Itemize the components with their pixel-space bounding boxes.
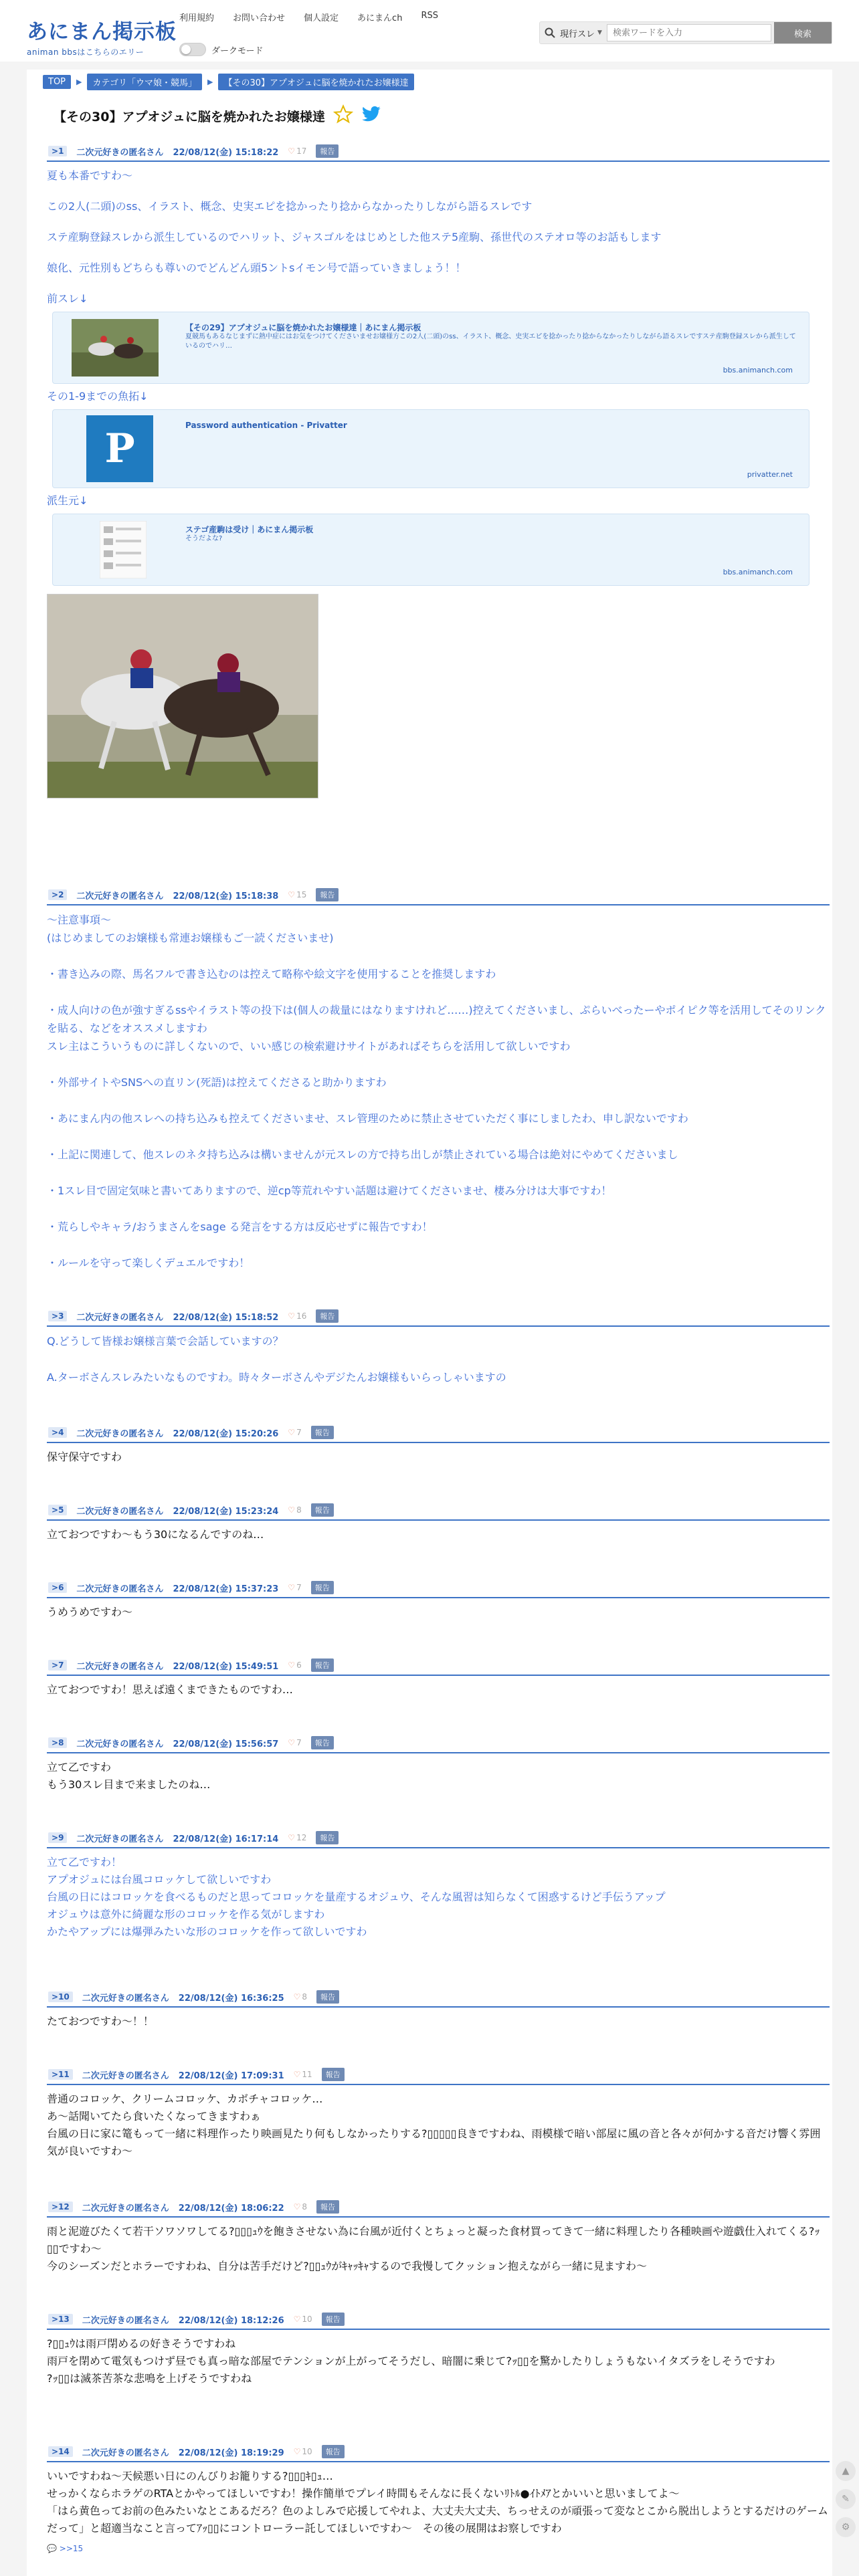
post-line: 「はら黄色ってお前の色みたいなとこあるだろ？色のよしみで応援してやれよ、大丈夫大丈夫、ちっせえのが頑張って変なとこから脱出しようとするだけのゲームだって」と超適当なこと言ってｱｯ▯▯にコントローラー託してほしいですわ〜 その後の展開はお察しですわ: [47, 2504, 829, 2535]
poster-name: 二次元好きの匿名さん: [76, 147, 164, 158]
post-line: ・書き込みの際、馬名フルで書き込むのは控えて略称や絵文字を使用することを推奨しますわ: [47, 968, 496, 980]
post-line: ・あにまん内の他スレへの持ち込みも控えてくださいませ、スレ管理のために禁止させていただく事にしましたわ、申し訳ないですわ: [47, 1112, 688, 1125]
post-body: [47, 2085, 830, 2160]
logo-subtitle: animan bbsはこちらのエリー: [27, 47, 145, 57]
post-line: [47, 1128, 830, 1146]
like-count: 8: [302, 1992, 308, 2002]
post-number-value: 2: [58, 890, 64, 899]
post-number-value: 6: [58, 1583, 64, 1592]
like-button[interactable]: ♡ 6: [288, 1660, 302, 1670]
link-card-title: 【その29】アプオジュに脳を焼かれたお嬢様達｜あにまん掲示板: [185, 323, 421, 332]
post-date: 22/08/12(金) 15:56:57: [173, 1739, 279, 1749]
like-count: 10: [302, 2447, 312, 2456]
post-number-value: 10: [58, 1992, 70, 2002]
post-number[interactable]: >1: [48, 146, 67, 156]
like-count: 6: [296, 1660, 302, 1670]
post-number-value: 14: [58, 2447, 70, 2456]
post-line: ・成人向けの色が強すぎるssやイラスト等の投下は(個人の裁量にはなりますけれど……)控えてくださいまし、ぷらいべったーやポイピク等を活用してそのリンクを貼る、などをオススメしますわ: [47, 1004, 826, 1035]
post-line: いいですわね〜天候悪い日にのんびりお籠りする?▯▯▯ｷ▯ｭ…: [47, 2470, 333, 2482]
post-5: [47, 1502, 830, 1543]
post-number[interactable]: >7: [48, 1660, 67, 1671]
poster-name: 二次元好きの匿名さん: [76, 1506, 164, 1517]
breadcrumb-top[interactable]: TOP: [43, 75, 71, 89]
top-nav: [179, 11, 438, 23]
nav-animanch[interactable]: あにまんch: [357, 13, 403, 23]
link-card[interactable]: [52, 514, 809, 586]
like-count: 8: [302, 2202, 308, 2212]
post-number[interactable]: >11: [48, 2069, 73, 2080]
post-body: [47, 905, 830, 1272]
reply-link-text: >>15: [59, 2544, 84, 2553]
like-button[interactable]: ♡ 8: [293, 1992, 308, 2002]
post-line: 立ておつですわ！思えば遠くまできたものですわ…: [47, 1683, 293, 1696]
post-line: [47, 1164, 830, 1182]
post-line: せっかくならホラゲのRTAとかやってほしいですわ！操作簡単でプレイ時間もそんなに長くないﾘﾄﾙ●ｲﾄﾒｱとかいいと思いましてよ〜: [47, 2487, 680, 2500]
post-line: 台風の日に家に篭もって一緒に料理作ったり映画見たり何もしなかったりする?▯▯▯▯▯良きですわね、雨模様で暗い部屋に風の音と各々が何かする音だけ響く雰囲気が良いですわ〜: [47, 2127, 821, 2157]
post-line: たておつですわ〜！！: [47, 2015, 154, 2028]
post-line: 夏も本番ですわ〜: [47, 169, 133, 182]
post-8: [47, 1735, 830, 1794]
report-button[interactable]: 報告: [311, 1426, 334, 1439]
reply-link[interactable]: [47, 2544, 830, 2553]
like-count: 7: [296, 1738, 302, 1747]
like-count: 11: [302, 2070, 312, 2079]
logo-title[interactable]: あにまん掲示板: [27, 20, 177, 44]
post-line: 立ておつですわ〜もう30になるんですのね…: [47, 1528, 264, 1541]
link-card[interactable]: [52, 312, 809, 384]
poster-name: 二次元好きの匿名さん: [76, 1428, 164, 1439]
post-line: 〜注意事項〜: [47, 914, 112, 926]
post-number-value: 7: [58, 1660, 64, 1670]
post-line: A.ターボさんスレみたいなものですわ。時々ターボさんやデジたんお嬢様もいらっしゃいますの: [47, 1371, 506, 1384]
post-number[interactable]: >10: [48, 1992, 73, 2002]
post-line: 立て乙ですわ: [47, 1761, 112, 1774]
like-button[interactable]: ♡ 17: [288, 146, 307, 156]
post-line: 前スレ↓: [47, 292, 88, 305]
like-button[interactable]: ♡ 11: [293, 2070, 312, 2079]
post-header: [47, 2444, 830, 2462]
search-bar: [539, 21, 832, 44]
post-number[interactable]: >4: [48, 1427, 67, 1438]
post-line: [47, 1200, 830, 1218]
post-header: [47, 1502, 830, 1521]
search-input[interactable]: [607, 24, 771, 41]
chevron-down-icon: ▼: [597, 29, 602, 36]
post-line: ・1スレ目で固定気味と書いてありますので、逆cp等荒れやすい話題は避けてくださいませ、棲み分けは大事ですわ！: [47, 1184, 612, 1197]
post-13: [47, 2311, 830, 2387]
post-line: Q.どうして皆様お嬢様言葉で会話していますの？: [47, 1335, 284, 1348]
post-line: あ〜話聞いてたら食いたくなってきますわぁ: [47, 2110, 261, 2123]
post-body: [47, 162, 830, 798]
link-card-host: bbs.animanch.com: [723, 568, 793, 576]
post-body: [47, 1676, 830, 1699]
post-header: [47, 1580, 830, 1598]
page-title: [54, 104, 381, 128]
post-header: [47, 2199, 830, 2218]
search-type-label: 現行スレ: [560, 29, 595, 39]
post-body: [47, 2462, 830, 2537]
search-icon: [540, 27, 560, 38]
post-header: [47, 1989, 830, 2008]
dark-mode-toggle[interactable]: [179, 43, 206, 56]
post-header: [47, 1424, 830, 1443]
post-line: ?▯▯ｭｳは雨戸閉めるの好きそうですわね: [47, 2337, 236, 2350]
report-button[interactable]: 報告: [316, 888, 339, 901]
poster-name: 二次元好きの匿名さん: [82, 2070, 169, 2081]
like-count: 12: [296, 1833, 307, 1842]
post-2: [47, 887, 830, 1272]
post-line: スレ主はこういうものに詳しくないので、いい感じの検索避けサイトがあればそちらを活用して欲しいですわ: [47, 1040, 571, 1053]
poster-name: 二次元好きの匿名さん: [82, 2448, 169, 2458]
like-button[interactable]: ♡ 8: [288, 1505, 302, 1515]
link-card-description: 夏競馬もあるなじまずに熱中症にはお気をつけてくださいませお嬢様方この2人(二頭)のss、イラスト、概念、史実エピを捻かったり捻からなかったりしながら語るスレですステ産駒登録スレから派生しているのでハリ…: [185, 333, 796, 350]
post-date: 22/08/12(金) 18:06:22: [178, 2203, 284, 2214]
post-number[interactable]: >5: [48, 1505, 67, 1515]
link-card[interactable]: [52, 409, 809, 488]
poster-name: 二次元好きの匿名さん: [76, 1584, 164, 1594]
breadcrumb-category[interactable]: カテゴリ「ウマ娘・競馬」: [87, 74, 201, 90]
thread-screenshot-thumbnail: [100, 521, 147, 578]
star-icon[interactable]: [333, 104, 353, 128]
post-line: [47, 983, 830, 1001]
post-date: 22/08/12(金) 16:17:14: [173, 1834, 279, 1844]
post-number-value: 9: [58, 1833, 64, 1842]
search-type-select[interactable]: [560, 27, 607, 39]
post-header: [47, 1308, 830, 1327]
post-14: [47, 2444, 830, 2553]
post-line: ステ産駒登録スレから派生しているのでハリット、ジャスゴルをはじめとした他ステ5産駒、孫世代のステオロ等のお話もします: [47, 231, 662, 243]
poster-name: 二次元好きの匿名さん: [76, 1739, 164, 1749]
poster-name: 二次元好きの匿名さん: [76, 1312, 164, 1323]
post-date: 22/08/12(金) 15:18:52: [173, 1312, 279, 1323]
pencil-icon[interactable]: ✎: [836, 2489, 856, 2509]
post-4: [47, 1424, 830, 1466]
post-number-value: 4: [58, 1428, 64, 1437]
post-line: もう30スレ目まで来ましたのね…: [47, 1778, 211, 1791]
report-button[interactable]: 報告: [311, 1658, 334, 1672]
post-line: この2人(二頭)のss、イラスト、概念、史実エピを捻かったり捻からなかったりしながら語るスレです: [47, 200, 533, 213]
like-count: 16: [296, 1311, 307, 1321]
horse-race-thumbnail: [72, 319, 159, 377]
post-number[interactable]: >14: [48, 2446, 73, 2457]
post-number[interactable]: >9: [48, 1832, 67, 1843]
floating-tools: [832, 2461, 859, 2537]
post-number-value: 5: [58, 1505, 64, 1515]
report-button[interactable]: 報告: [311, 1581, 334, 1594]
link-card-title: ステゴ産駒は受け｜あにまん掲示板: [185, 525, 314, 534]
search-button[interactable]: 検索: [774, 22, 832, 43]
post-number[interactable]: >13: [48, 2314, 73, 2325]
post-line: 雨戸を閉めて電気もつけず昼でも真っ暗な部屋でテンションが上がってそうだし、暗闇に乗じて?ｯ▯▯を驚かしたりしょうもないイタズラをしそうですわ: [47, 2355, 775, 2367]
post-number-value: 11: [58, 2070, 70, 2079]
svg-text:P: P: [104, 425, 135, 472]
breadcrumb: [43, 74, 414, 90]
post-header: [47, 143, 830, 162]
poster-name: 二次元好きの匿名さん: [76, 1661, 164, 1672]
post-line: 保守保守ですわ: [47, 1451, 122, 1463]
post-line: 娘化、元性別もどちらも尊いのでどんどん頭5ントsイモン号で語っていきましょう！！: [47, 261, 466, 274]
post-number[interactable]: >3: [48, 1311, 67, 1321]
link-card-description: そうだよな?: [185, 535, 223, 542]
post-line: 派生元↓: [47, 494, 88, 507]
dark-mode-label: ダークモード: [211, 45, 264, 56]
privatter-logo: [86, 415, 153, 482]
post-header: [47, 887, 830, 905]
report-button[interactable]: 報告: [316, 2200, 339, 2214]
post-date: 22/08/12(金) 15:37:23: [173, 1584, 279, 1594]
post-body: [47, 2008, 830, 2030]
post-3: [47, 1308, 830, 1386]
post-line: 雨と泥遊びたくて若干ソワソワしてる?▯▯▯ｭｳを飽きさせない為に台風が近付くとちょっと凝った食材買ってきて一緒に料理したり各種映画や遊戯仕入れてくる?ｯ▯▯ですわ〜: [47, 2225, 820, 2255]
post-date: 22/08/12(金) 16:36:25: [178, 1993, 284, 2004]
poster-name: 二次元好きの匿名さん: [82, 2315, 169, 2326]
report-button[interactable]: 報告: [316, 144, 339, 158]
post-line: オジュウは意外に綺麗な形のコロッケを作る気がしますわ: [47, 1908, 325, 1921]
post-header: [47, 1735, 830, 1753]
like-count: 10: [302, 2315, 312, 2324]
post-line: アプオジュには台風コロッケして欲しいですわ: [47, 1873, 272, 1886]
breadcrumb-thread[interactable]: 【その30】アプオジュに脳を焼かれたお嬢様達: [218, 74, 413, 90]
post-line: [47, 1091, 830, 1109]
link-card-host: privatter.net: [747, 470, 793, 479]
post-6: [47, 1580, 830, 1621]
post-number-value: 13: [58, 2315, 70, 2324]
post-number[interactable]: >12: [48, 2202, 73, 2212]
report-button[interactable]: 報告: [316, 1990, 339, 2004]
nav-contact[interactable]: お問い合わせ: [233, 13, 286, 23]
post-line: 台風の日にはコロッケを食べるものだと思ってコロッケを量産するオジュウ、そんな風習は知らなくて困惑するけど手伝うアップ: [47, 1891, 666, 1903]
post-number-value: 8: [58, 1738, 64, 1747]
post-number[interactable]: >8: [48, 1737, 67, 1748]
like-count: 15: [296, 890, 307, 899]
post-1: [47, 143, 830, 798]
post-line: ・ルールを守って楽しくデュエルですわ！: [47, 1257, 250, 1269]
nav-terms[interactable]: 利用規約: [179, 13, 215, 23]
report-button[interactable]: 報告: [322, 2445, 345, 2458]
post-date: 22/08/12(金) 15:20:26: [173, 1428, 279, 1439]
link-card-title: Password authentication - Privatter: [185, 421, 347, 430]
gear-icon[interactable]: ⚙: [836, 2517, 856, 2537]
post-header: [47, 1830, 830, 1848]
chevron-right-icon: ▶: [76, 78, 82, 86]
like-button[interactable]: ♡ 7: [288, 1738, 302, 1747]
post-line: ・上記に関連して、他スレのネタ持ち込みは構いませんが元スレの方で持ち出しが禁止されている場合は絶対にやめてくださいまし: [47, 1148, 678, 1161]
site-header: [0, 0, 859, 62]
post-12: [47, 2199, 830, 2275]
post-date: 22/08/12(金) 18:12:26: [178, 2315, 284, 2326]
post-line: かたやアップには爆弾みたいな形のコロッケを作って欲しいですわ: [47, 1925, 367, 1938]
post-body: [47, 1327, 830, 1386]
post-body: [47, 1443, 830, 1466]
post-body: [47, 2330, 830, 2387]
post-line: 普通のコロッケ、クリームコロッケ、カボチャコロッケ…: [47, 2092, 323, 2105]
report-button[interactable]: 報告: [311, 1503, 334, 1517]
post-date: 22/08/12(金) 18:19:29: [178, 2448, 284, 2458]
like-button[interactable]: ♡ 15: [288, 890, 307, 899]
post-7: [47, 1657, 830, 1699]
report-button[interactable]: 報告: [322, 2068, 345, 2081]
chevron-right-icon: ▶: [207, 78, 213, 86]
post-date: 22/08/12(金) 15:23:24: [173, 1506, 279, 1517]
nav-rss[interactable]: RSS: [421, 11, 438, 21]
post-11: [47, 2066, 830, 2160]
poster-name: 二次元好きの匿名さん: [76, 1834, 164, 1844]
report-button[interactable]: 報告: [316, 1831, 339, 1844]
post-line: [47, 1055, 830, 1073]
post-9: [47, 1830, 830, 1941]
post-date: 22/08/12(金) 15:49:51: [173, 1661, 279, 1672]
twitter-icon[interactable]: [361, 106, 381, 126]
post-body: [47, 2218, 830, 2275]
poster-name: 二次元好きの匿名さん: [76, 891, 164, 901]
like-count: 17: [296, 146, 307, 156]
post-line: [47, 947, 830, 965]
like-button[interactable]: ♡ 10: [293, 2315, 312, 2324]
nav-settings[interactable]: 個人設定: [304, 13, 339, 23]
site-logo[interactable]: [27, 15, 177, 58]
post-line: ・外部サイトやSNSへの直リン(死語)は控えてくださると助かりますわ: [47, 1076, 387, 1089]
report-button[interactable]: 報告: [311, 1736, 334, 1749]
post-line: [47, 1350, 830, 1368]
post-date: 22/08/12(金) 17:09:31: [178, 2070, 284, 2081]
post-header: [47, 2066, 830, 2085]
post-line: 今のシーズンだとホラーですわね、自分は苦手だけど?▯▯ｭｳがｷｬｯｷｬするので我慢してクッション抱えながら一緒に見ますわ〜: [47, 2260, 647, 2272]
like-button[interactable]: ♡ 10: [293, 2447, 312, 2456]
reply-icon: 💬: [47, 2544, 57, 2553]
post-line: ・荒らしやキャラ/おうまさんをsage る発言をする方は反応せずに報告ですわ！: [47, 1220, 433, 1233]
post-10: [47, 1989, 830, 2030]
post-number-value: 1: [58, 146, 64, 156]
scroll-top-icon[interactable]: ▲: [836, 2461, 856, 2481]
post-line: 立て乙ですわ！: [47, 1856, 122, 1868]
poster-name: 二次元好きの匿名さん: [82, 2203, 169, 2214]
poster-name: 二次元好きの匿名さん: [82, 1993, 169, 2004]
like-button[interactable]: ♡ 7: [288, 1428, 302, 1437]
report-button[interactable]: 報告: [316, 1309, 339, 1323]
post-header: [47, 1657, 830, 1676]
post-number[interactable]: >6: [48, 1582, 67, 1593]
post-date: 22/08/12(金) 15:18:22: [173, 147, 279, 158]
like-button[interactable]: ♡ 12: [288, 1833, 307, 1842]
post-header: [47, 2311, 830, 2330]
post-body: [47, 1521, 830, 1543]
like-count: 8: [296, 1505, 302, 1515]
like-count: 7: [296, 1428, 302, 1437]
post-number-value: 12: [58, 2202, 70, 2212]
like-count: 7: [296, 1583, 302, 1592]
like-button[interactable]: ♡ 8: [293, 2202, 308, 2212]
link-card-host: bbs.animanch.com: [723, 366, 793, 374]
thread-title-text: 【その30】アプオジュに脳を焼かれたお嬢様達: [54, 110, 325, 124]
post-body: [47, 1598, 830, 1621]
post-number-value: 3: [58, 1311, 64, 1321]
post-line: うめうめですわ〜: [47, 1606, 133, 1618]
report-button[interactable]: 報告: [322, 2313, 345, 2326]
post-number[interactable]: >2: [48, 889, 67, 900]
post-line: (はじめましてのお嬢様も常連お嬢様もご一読くださいませ): [47, 932, 334, 944]
post-body: [47, 1848, 830, 1941]
post-date: 22/08/12(金) 15:18:38: [173, 891, 279, 901]
post-image[interactable]: [47, 594, 318, 798]
post-line: その1-9までの魚拓↓: [47, 390, 149, 403]
post-body: [47, 1753, 830, 1794]
like-button[interactable]: ♡ 16: [288, 1311, 307, 1321]
like-button[interactable]: ♡ 7: [288, 1583, 302, 1592]
post-line: [47, 1236, 830, 1254]
dark-mode-toggle-row: [179, 43, 263, 56]
main-content: [27, 70, 832, 2576]
post-line: ?ｯ▯▯は滅茶苦茶な悲鳴を上げそうですわね: [47, 2372, 252, 2385]
